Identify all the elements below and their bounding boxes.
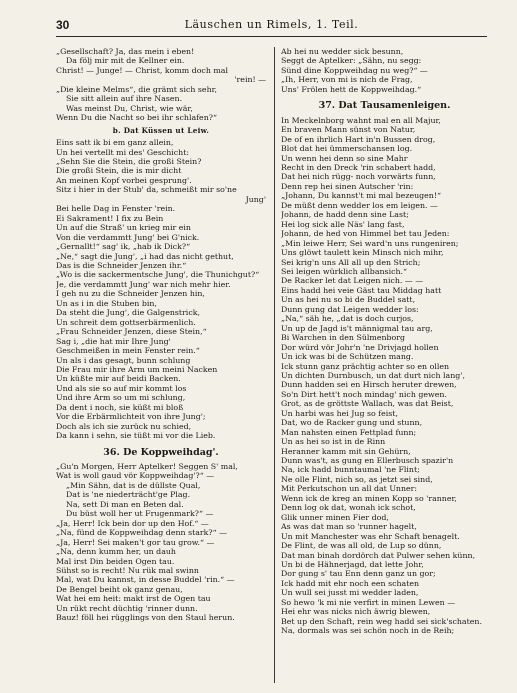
text-line: Dunn was't, as gung en Ellerbusch spazir'n (281, 456, 454, 466)
text-line: Ick hadd mit ehr noch een schaten (281, 578, 420, 588)
text-line: Un as hei nu so bi de Buddel satt, (281, 295, 416, 305)
text-line: Sitz i hier in der Stub' da, schmeißt mir so'ne (56, 185, 237, 195)
column-divider (274, 47, 275, 683)
text-line: Denn rep hei sinen Autscher 'rin: (281, 181, 414, 191)
text-line: Man nahsten einen Fettplad funn; (281, 427, 417, 437)
text-line: Ei Sakrament! I fix zu Bein (56, 213, 164, 223)
text-line: „Na, denn kumm her, un dauh (56, 547, 176, 557)
text-line: So hewo 'k mi nie verfirt in minen Lewen — (281, 597, 456, 607)
text-line: Johann, de hed von Himmel bet tau Jeden: (281, 229, 450, 239)
text-line: Un auf die Straß' un krieg mir ein (56, 223, 191, 233)
text-line: „Die kleine Melms“, die grämt sich sehr, (56, 84, 218, 94)
text-line: Ick stunn ganz prächtig achter so en ollen (281, 361, 450, 371)
text-line: Un harbi was hei Jug so feist, (281, 408, 398, 418)
text-line: „Ne,“ sagt die Jung', „i had das nicht gethut, (56, 251, 234, 261)
text-line: Grot, as de gröttste Wallach, was dat Beist, (281, 399, 454, 409)
right-column (281, 47, 488, 636)
text-line: Eins satt ik bi em ganz allein, (56, 138, 174, 148)
text-line: „Min leiwe Herr, Sei ward'n uns rungeniren; (281, 238, 459, 248)
text-line: So'n Dirt hett't noch mindag' nich gewen. (281, 389, 447, 399)
text-line: Un küßte mir auf beidi Backen. (56, 374, 181, 384)
text-line: Sünd dine Koppweihdag nu weg?“ — (281, 65, 428, 75)
section-36-text (56, 462, 266, 623)
text-line: Un als i das gesagt, bunn schlung (56, 355, 191, 365)
text-line: Na, ick hadd bunntaumal 'ne Flint; (281, 465, 420, 475)
text-line: En braven Mann sünst von Natur, (281, 125, 416, 135)
text-line: Das is die Schneider Jenzen ihr.“ (56, 260, 187, 270)
text-line: Die Frau mir ihre Arm um meini Nacken (56, 364, 218, 374)
text-line: Glik unner minen Fier dod, (281, 512, 389, 522)
text-line: Un up de Jagd is't männigmal tau arg, (281, 323, 433, 333)
text-line: De Racker let dat Leigen nich. — — (281, 276, 424, 286)
text-line: Uns glöwt taulett kein Minsch nich mihr, (281, 248, 444, 258)
text-line: Die großi Stein, die is mir dicht (56, 166, 182, 176)
text-line: „Min Sähn, dat is de düllste Qual, (66, 480, 201, 490)
text-line: „Na,“ säh he, „dat is doch curjos, (281, 314, 414, 324)
text-line: De of en ihrlich Hart in'n Bussen drog, (281, 134, 436, 144)
text-line: Dat hei nich rügg- noch vorwärts funn, (281, 172, 436, 182)
text-line: Bi Warchen in den Sülmenborg (281, 333, 406, 343)
text-line: Un wull sei jusst mi wedder laden, (281, 588, 419, 598)
text-line: As was dat man so 'runner hagelt, (281, 522, 417, 532)
text-line: Mal irst Din beiden Ogen tau. (56, 556, 175, 566)
text-line: Dunn hadden sei en Hirsch heruter drewen, (281, 380, 457, 390)
text-line: Du büst woll her ut Frugenmark?“ — (66, 509, 214, 519)
text-line: Dat, wo de Racker gung und stunn, (281, 418, 423, 428)
text-line: Was meinst Du, Christ, wie wär, (66, 103, 193, 113)
text-line: Un mit Manchester was ehr Schaft benagelt. (281, 531, 460, 541)
text-line: Ab hei nu wedder sick besunn, (281, 47, 404, 56)
text-line: Sag i, „die hat mir Ihre Jung' (56, 336, 171, 346)
text-line: Un rükt recht düchtig 'rinner dunn. (56, 603, 198, 613)
text-line: Von die verdammtt Jung' bei G'nick. (56, 232, 200, 242)
text-line: Und als sie so auf mir kommt los (56, 383, 187, 393)
text-line: „Frau Schneider Jenzen, diese Stein,“ (56, 327, 207, 337)
text-line: Sei leigen würklich allbansich.“ (281, 266, 408, 276)
text-line: De Bengel beiht ok ganz genau, (56, 584, 183, 594)
poem-continuation (56, 47, 266, 123)
text-line: Un as hei so ist in de Rinn (281, 437, 386, 447)
text-line: Dat man binah dordörch dat Pulwer sehen künn, (281, 550, 476, 560)
text-line: Mit Perkutschon un all dat Unner: (281, 484, 418, 494)
text-line: Jung' (245, 194, 266, 204)
running-title: Läuschen un Rimels, 1. Teil. (184, 18, 359, 31)
text-line: Und ihre Arm so um mi schlung, (56, 393, 186, 403)
text-line: Bet up den Schaft, rein weg hadd sei sick'schaten. (281, 616, 482, 626)
section-36-continuation (281, 47, 488, 94)
text-line: Doch als ich sie zurück nu schied, (56, 421, 192, 431)
text-line: Sie sitt allein auf ihre Nasen. (66, 94, 183, 104)
text-line: I geh nu zu die Schneider Jenzen hin, (56, 289, 205, 299)
section-heading-b: b. Dat Küssen ut Leiw. (112, 125, 210, 135)
text-line: Eins hadd hei veie Gäst tau Middag hatt (281, 285, 442, 295)
text-line: „Gu'n Morgen, Herr Aptelker! Seggen S' mal, (56, 462, 238, 472)
text-line: Un wenn hei denn so sine Mahr (281, 153, 408, 163)
text-line: Uns' Frölen hett de Koppweihdag.“ (281, 84, 422, 94)
text-line: „Gesellschaft? Ja, das mein i eben! (56, 47, 195, 56)
text-line: Dor würd vör Johr'n 'ne Drivjagd hollen (281, 342, 439, 352)
section-b-text (56, 138, 266, 441)
text-line: Un ick was bi de Schützen mang. (281, 352, 414, 362)
text-line: Da kann i sehn, sie tüßt mi vor die Lieb. (56, 431, 216, 441)
section-heading-36: 36. De Koppweihdag'. (103, 446, 219, 458)
text-line: An meinen Kopf vorbei gesprung'. (56, 175, 192, 185)
text-line: Je, die verdammtt Jung' war nich mehr hier. (56, 279, 231, 289)
text-line: Geschmeißen in mein Fenster rein.“ (56, 346, 200, 356)
text-line: Ne olle Flint, nich so, as jetzt sei sind, (281, 474, 433, 484)
text-line: „Gernallt!“ sag' ik, „hab ik Dick?“ (56, 242, 191, 252)
text-line: „Ja, Herr! Ick bein dor up den Hof.“ — (56, 518, 209, 528)
text-line: Dat is 'ne niederträcht'ge Plag. (66, 490, 191, 500)
text-line: De Flint, de was all old, de Lup so dünn, (281, 541, 442, 551)
text-line: Wat is woll gaud vör Koppweihdag'?“ — (56, 471, 215, 481)
text-line: „Na, fünd de Koppweihdag denn stark?“ — (56, 528, 227, 538)
text-line: „Johann, Du kannst't mi mal bezeugen!“ (281, 191, 442, 201)
text-line: Un hei vertellt mi des' Geschicht: (56, 147, 190, 157)
text-line: Sühst so is recht! Nu rük mal swinn (56, 566, 199, 576)
left-column (56, 47, 266, 623)
text-line: Da steht die Jung', die Galgenstrick, (56, 308, 200, 318)
text-line: „Sehn Sie die Stein, die großi Stein? (56, 156, 202, 166)
text-line: Da dent i noch, sie küßt mi bloß (56, 402, 184, 412)
text-line: Dunn gung dat Leigen wedder los: (281, 304, 419, 314)
text-line: In Meckelnborg wahnt mal en all Majur, (281, 115, 441, 125)
text-line: Bauz! föll hei rügglings von den Staul herun. (56, 613, 235, 623)
text-line: Hei log sick alle Näs' lang fast, (281, 219, 405, 229)
text-line: Hei ehr was nicks nich äwrig blewen, (281, 607, 431, 617)
text-line: Wat hei em heit: makt irst de Ogen tau (56, 594, 211, 604)
text-line: Johann, de hadd denn sine Last; (281, 210, 409, 220)
text-line: Vor die Erbärmlichteit von ihre Jung'; (56, 412, 206, 422)
page-number: 30 (56, 18, 70, 32)
text-line: Sei krig'n uns All all up den Strich; (281, 257, 421, 267)
section-37-text (281, 116, 488, 636)
text-line: Un dichten Durnbusch, un dat durt nich lang', (281, 370, 465, 380)
text-line: Blot dat hei ümmerschansen log. (281, 144, 413, 154)
text-line: Mal, wat Du kannst, in desse Buddel 'rin.“ — (56, 575, 235, 585)
text-line: Na, sett Di man en Beten dal. (66, 499, 184, 509)
text-line: Un as i in die Stuben bin, (56, 298, 157, 308)
text-line: Wenn ick de kreg an minen Kopp so 'ranner, (281, 493, 457, 503)
text-line: Christ! — Junge! — Christ, komm doch mal (56, 65, 228, 75)
text-line: Denn log ok dat, wonah ick schot, (281, 503, 416, 513)
text-line: „Wo is die sackermentsche Jung', die Thunichgut?“ (56, 270, 260, 280)
text-line: Na, dormals was sei schön noch in de Reih; (281, 626, 455, 636)
text-line: Un bi de Hähnerjagd, dat lette Johr, (281, 560, 424, 570)
text-line: Recht in den Dreck 'rin schabert hadd, (281, 162, 436, 172)
text-line: 'rein! — (234, 75, 266, 85)
text-line: De müßt denn wedder los em leigen. — (281, 200, 438, 210)
text-line: „Ja, Herr! Sei maken't gor tau grow.“ — (56, 537, 215, 547)
text-line: „Ih, Herr, von mi is nich de Frag, (281, 75, 413, 85)
text-line: Da följ mir mit de Kellner ein. (66, 56, 185, 66)
page-header (56, 18, 487, 37)
text-line: Seggt de Aptelker: „Sähn, nu segg: (281, 56, 422, 66)
text-line: Heranner kamm mit sin Gehürn, (281, 446, 411, 456)
text-line: Bei helle Dag in Fenster 'rein. (56, 204, 176, 214)
text-line: Dor gung s' tau Enn denn ganz un gor; (281, 569, 436, 579)
text-line: Un schreit dem gottserbärmenlich. (56, 317, 196, 327)
section-heading-37: 37. Dat Tausamenleigen. (318, 100, 451, 112)
text-line: Wenn Du die Nacht so bei ihr schlafen?“ (56, 113, 217, 123)
